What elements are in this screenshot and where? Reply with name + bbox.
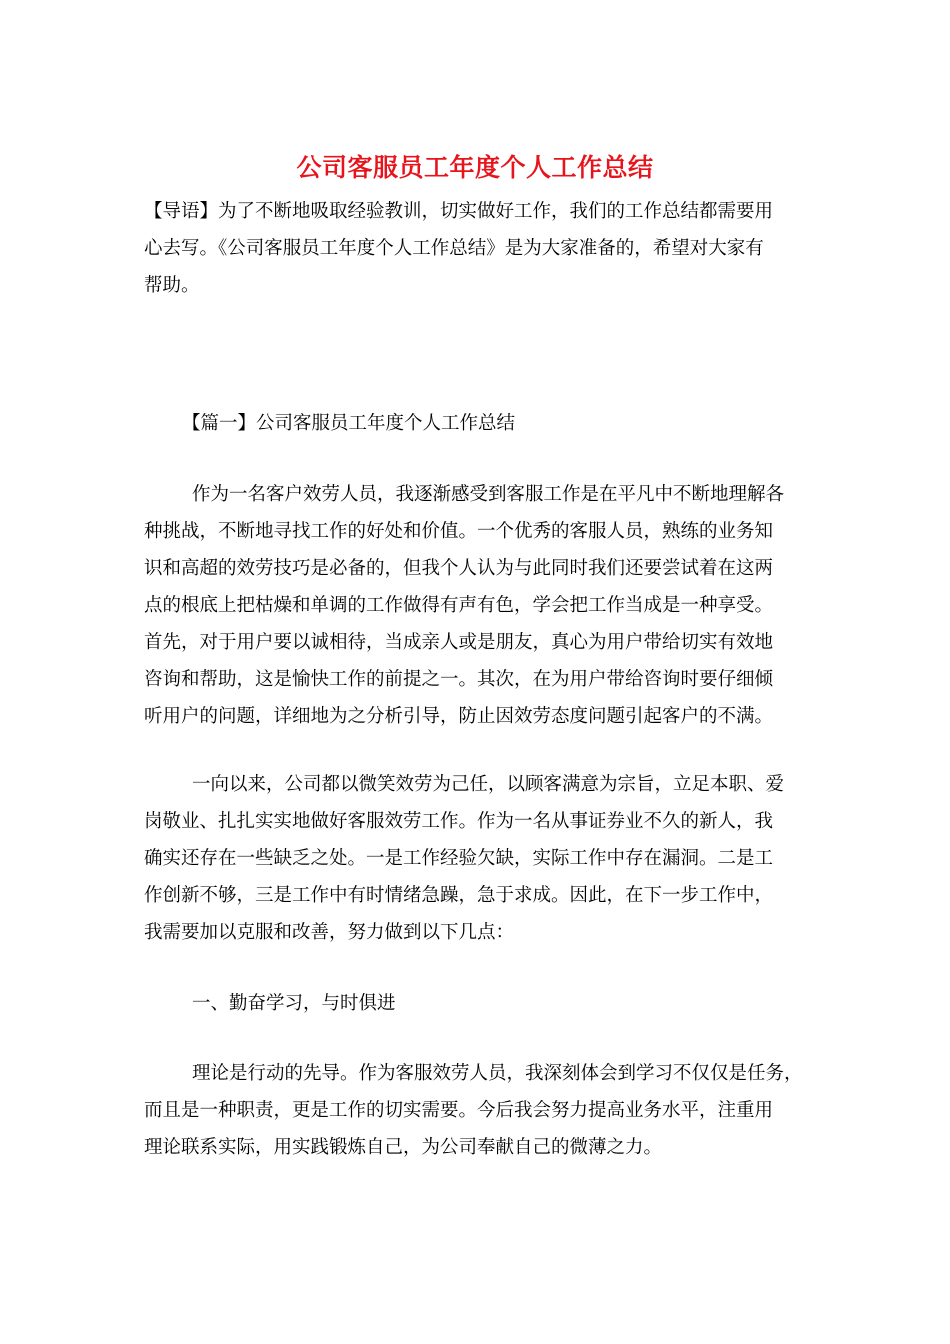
intro-line: 帮助。	[144, 275, 200, 296]
paragraph-2	[144, 766, 816, 951]
paragraph-1	[144, 476, 816, 735]
paragraph-line: 我需要加以克服和改善，努力做到以下几点：	[144, 922, 515, 943]
paragraph-line: 作创新不够，三是工作中有时情绪急躁，急于求成。因此，在下一步工作中，	[144, 885, 774, 906]
paragraph-line: 理论联系实际，用实践锻炼自己，为公司奉献自己的微薄之力。	[144, 1137, 663, 1158]
paragraph-line: 岗敬业、扎扎实实地做好客服效劳工作。作为一名从事证券业不久的新人，我	[144, 811, 774, 832]
intro-line: 【导语】为了不断地吸取经验教训，切实做好工作，我们的工作总结都需要用	[144, 201, 774, 222]
paragraph-line: 一向以来，公司都以微笑效劳为己任，以顾客满意为宗旨，立足本职、爱	[192, 774, 785, 795]
paragraph-line: 而且是一种职责，更是工作的切实需要。今后我会努力提高业务水平，注重用	[144, 1100, 774, 1121]
document-title: 公司客服员工年度个人工作总结	[296, 153, 654, 182]
paragraph-line: 识和高超的效劳技巧是必备的，但我个人认为与此同时我们还要尝试着在这两	[144, 558, 774, 579]
paragraph-line: 确实还存在一些缺乏之处。一是工作经验欠缺，实际工作中存在漏洞。二是工	[144, 848, 774, 869]
paragraph-line: 点的根底上把枯燥和单调的工作做得有声有色，学会把工作当成是一种享受。	[144, 595, 774, 616]
paragraph-line: 种挑战，不断地寻找工作的好处和价值。一个优秀的客服人员，熟练的业务知	[144, 521, 774, 542]
section-heading: 【篇一】公司客服员工年度个人工作总结	[182, 413, 516, 434]
paragraph-line: 理论是行动的先导。作为客服效劳人员，我深刻体会到学习不仅仅是任务，	[192, 1063, 803, 1084]
paragraph-line: 首先，对于用户要以诚相待，当成亲人或是朋友，真心为用户带给切实有效地	[144, 632, 774, 653]
item-heading-1: 一、勤奋学习，与时俱进	[192, 993, 396, 1014]
paragraph-line: 听用户的问题，详细地为之分析引导，防止因效劳态度问题引起客户的不满。	[144, 706, 774, 727]
intro-line: 心去写。《公司客服员工年度个人工作总结》是为大家准备的，希望对大家有	[144, 238, 764, 259]
paragraph-3	[144, 1055, 816, 1166]
intro-paragraph	[144, 193, 816, 304]
paragraph-line: 咨询和帮助，这是愉快工作的前提之一。其次，在为用户带给咨询时要仔细倾	[144, 669, 774, 690]
paragraph-line: 作为一名客户效劳人员，我逐渐感受到客服工作是在平凡中不断地理解各	[192, 484, 785, 505]
